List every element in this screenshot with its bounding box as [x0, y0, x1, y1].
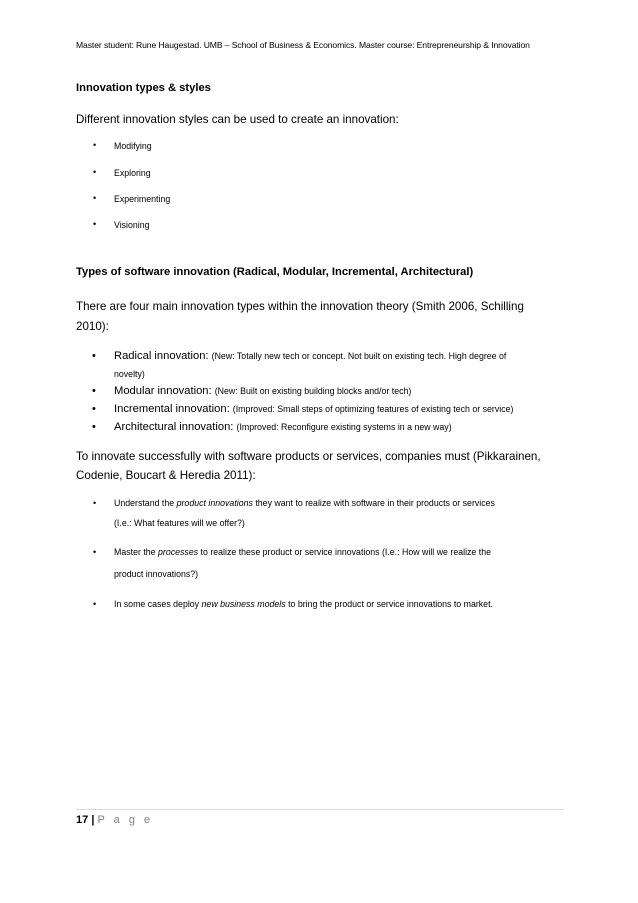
bullet-icon: • [93, 547, 97, 557]
bullet-icon: • [93, 167, 97, 177]
requirement-1-post: they want to realize with software in their products or services [252, 498, 495, 508]
requirement-1-line2: (I.e.: What features will we offer?) [114, 518, 245, 528]
requirement-1-pre: Understand the [114, 498, 177, 508]
page-header: Master student: Rune Haugestad. UMB – School of Business & Economics. Master course: Entrepreneurship & Innovation [76, 40, 530, 50]
page-word: P a g e [97, 814, 154, 826]
requirement-1-emphasis: product innovations [176, 498, 253, 508]
requirement-3-pre: In some cases deploy [114, 599, 202, 609]
section3-intro-line1: To innovate successfully with software products or services, companies must (Pikkarainen, [76, 450, 541, 463]
requirement-3-post: to bring the product or service innovations to market. [285, 599, 493, 609]
requirement-item-3 [114, 599, 493, 609]
requirement-item-2 [114, 547, 491, 557]
list-item-experimenting: Experimenting [114, 194, 171, 204]
section-title-software-innovation: Types of software innovation (Radical, Modular, Incremental, Architectural) [76, 266, 474, 278]
bullet-icon: • [92, 350, 96, 362]
type-modular [114, 385, 411, 397]
type-radical-name: Radical innovation: [114, 350, 209, 362]
bullet-icon: • [92, 385, 96, 397]
type-radical-note: (New: Totally new tech or concept. Not built on existing tech. High degree of [211, 351, 507, 361]
section2-intro-line2: 2010): [76, 320, 109, 333]
type-incremental [114, 403, 513, 415]
list-item-modifying: Modifying [114, 141, 152, 151]
requirement-2-line2: product innovations?) [114, 569, 199, 579]
bullet-icon: • [93, 498, 97, 508]
requirement-2-emphasis: processes [158, 547, 199, 557]
type-radical [114, 350, 506, 362]
type-architectural-name: Architectural innovation: [114, 421, 234, 433]
bullet-icon: • [93, 219, 97, 229]
section1-intro: Different innovation styles can be used to create an innovation: [76, 113, 399, 126]
bullet-icon: • [92, 421, 96, 433]
requirement-2-pre: Master the [114, 547, 159, 557]
page-footer [76, 814, 153, 826]
type-radical-note-continued: novelty) [114, 369, 145, 379]
section3-intro-line2: Codenie, Boucart & Heredia 2011): [76, 469, 256, 482]
type-modular-note: (New: Built on existing building blocks and/or tech) [214, 386, 412, 396]
type-incremental-note: (Improved: Small steps of optimizing features of existing tech or service) [232, 404, 514, 414]
bullet-icon: • [93, 140, 97, 150]
page-number: 17 [76, 814, 89, 826]
type-incremental-name: Incremental innovation: [114, 403, 230, 415]
requirement-2-post: to realize these product or service innovations (I.e.: How will we realize the [198, 547, 491, 557]
bullet-icon: • [92, 403, 96, 415]
footer-divider [76, 809, 564, 810]
type-architectural-note: (Improved: Reconfigure existing systems in a new way) [236, 422, 452, 432]
section2-intro-line1: There are four main innovation types within the innovation theory (Smith 2006, Schilling [76, 300, 524, 313]
list-item-visioning: Visioning [114, 220, 150, 230]
bullet-icon: • [93, 599, 97, 609]
bullet-icon: • [93, 193, 97, 203]
footer-separator: | [91, 814, 95, 826]
list-item-exploring: Exploring [114, 168, 151, 178]
requirement-item-1 [114, 498, 495, 508]
section-title-innovation-types: Innovation types & styles [76, 82, 211, 94]
requirement-3-emphasis: new business models [201, 599, 286, 609]
type-architectural [114, 421, 452, 433]
type-modular-name: Modular innovation: [114, 385, 212, 397]
